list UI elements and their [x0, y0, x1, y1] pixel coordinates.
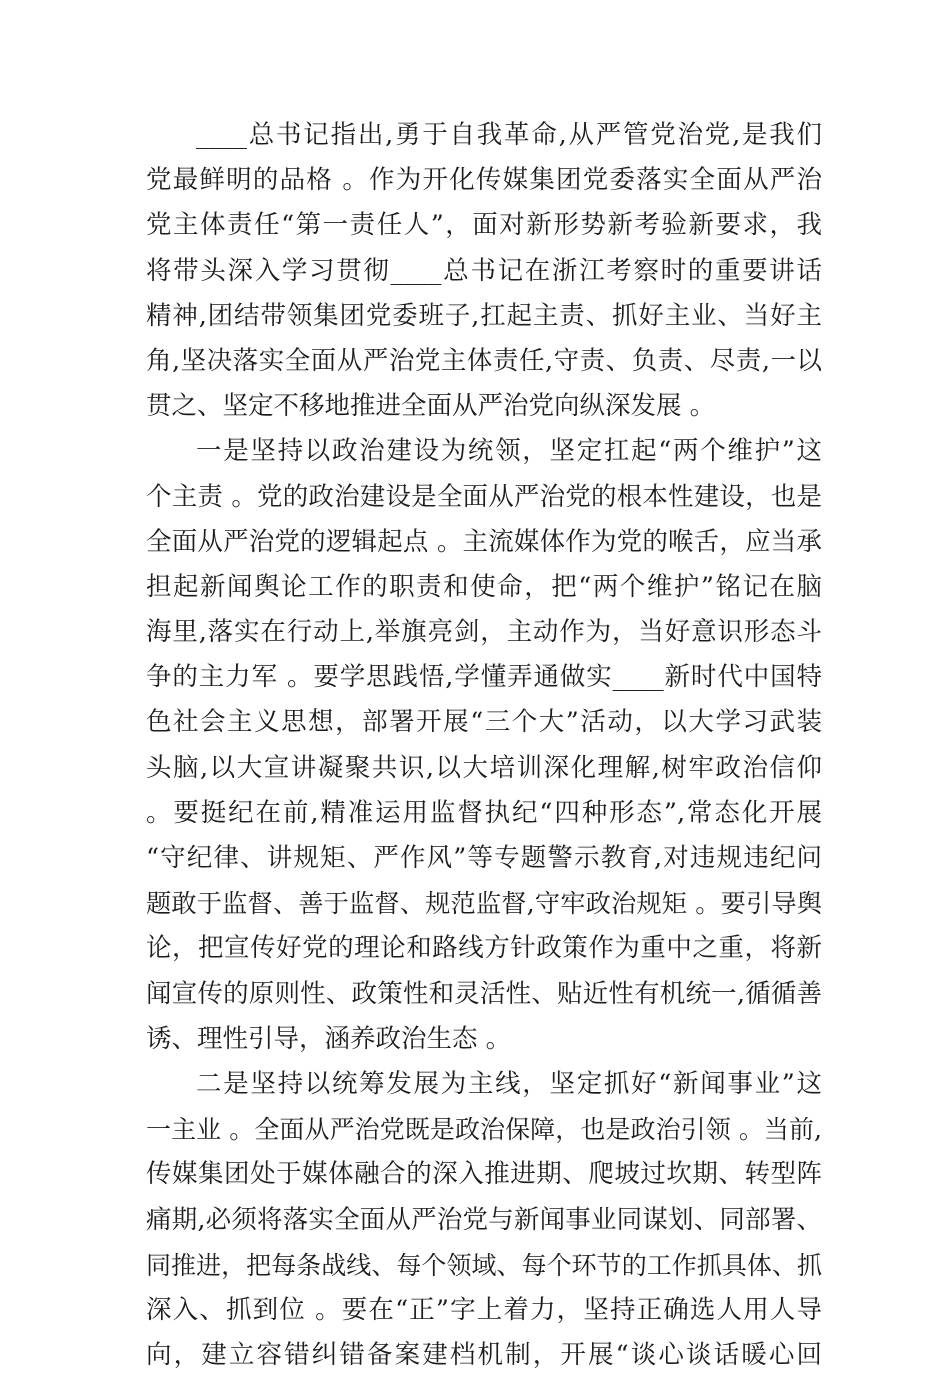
paragraph-1-line-5: 精神,团结带领集团党委班子,扛起主责、抓好主业、当好主	[146, 300, 822, 331]
paragraph-2-line-7: 色社会主义思想，部署开展“三个大”活动，以大学习武装	[146, 707, 822, 738]
paragraph-1-line-7: 贯之、坚定不移地推进全面从严治党向纵深发展 。	[146, 391, 716, 422]
paragraph-2-line-11: 题敢于监督、善于监督、规范监督,守牢政治规矩 。要引导舆	[146, 889, 822, 919]
paragraph-2-line-4: 担起新闻舆论工作的职责和使命，把“两个维护”铭记在脑	[146, 571, 822, 602]
paragraph-2-line-10: “守纪律、讲规矩、严作风”等专题警示教育,对违规违纪问	[146, 843, 822, 873]
paragraph-2-line-2: 个主责 。党的政治建设是全面从严治党的根本性建设，也是	[146, 481, 822, 512]
paragraph-2-line-5: 海里,落实在行动上,举旗亮剑，主动作为，当好意识形态斗	[146, 617, 822, 648]
paragraph-1-line-2: 党最鲜明的品格 。作为开化传媒集团党委落实全面从严治	[146, 165, 822, 196]
paragraph-1-line-4: 将带头深入学习贯彻____总书记在浙江考察时的重要讲话	[146, 255, 822, 286]
paragraph-2-line-6: 争的主力军 。要学思践悟,学懂弄通做实____新时代中国特	[146, 662, 822, 693]
paragraph-1-line-3: 党主体责任“第一责任人”，面对新形势新考验新要求，我	[146, 210, 822, 241]
paragraph-3-line-7: 向，建立容错纠错备案建档机制，开展“谈心谈话暖心回	[146, 1340, 822, 1371]
paragraph-2-line-8: 头脑,以大宣讲凝聚共识,以大培训深化理解,树牢政治信仰	[146, 752, 822, 783]
paragraph-3-line-3: 传媒集团处于媒体融合的深入推进期、爬坡过坎期、转型阵	[146, 1159, 822, 1190]
paragraph-2-line-3: 全面从严治党的逻辑起点 。主流媒体作为党的喉舌，应当承	[146, 526, 822, 557]
paragraph-3-line-2: 一主业 。全面从严治党既是政治保障，也是政治引领 。当前,	[146, 1115, 822, 1145]
paragraph-2-line-9: 。要挺纪在前,精准运用监督执纪“四种形态”,常态化开展	[146, 797, 822, 828]
paragraph-2-line-1: 一是坚持以政治建设为统领，坚定扛起“两个维护”这	[196, 436, 822, 467]
paragraph-3-line-4: 痛期,必须将落实全面从严治党与新闻事业同谋划、同部署、	[146, 1204, 822, 1235]
paragraph-2-line-13: 闻宣传的原则性、政策性和灵活性、贴近性有机统一,循循善	[146, 978, 822, 1009]
paragraph-2-line-14: 诱、理性引导，涵养政治生态 。	[146, 1023, 512, 1054]
paragraph-2-line-12: 论，把宣传好党的理论和路线方针政策作为重中之重，将新	[146, 933, 822, 964]
paragraph-3-line-5: 同推进，把每条战线、每个领域、每个环节的工作抓具体、抓	[146, 1250, 822, 1280]
paragraph-3-line-6: 深入、抓到位 。要在“正”字上着力，坚持正确选人用人导	[146, 1294, 822, 1325]
paragraph-3-line-1: 二是坚持以统筹发展为主线，坚定抓好“新闻事业”这	[196, 1068, 822, 1099]
paragraph-1-line-1: ____总书记指出,勇于自我革命,从严管党治党,是我们	[196, 120, 822, 150]
document-body	[146, 113, 822, 1378]
paragraph-1-line-6: 角,坚决落实全面从严治党主体责任,守责、负责、尽责,一以	[146, 345, 822, 376]
